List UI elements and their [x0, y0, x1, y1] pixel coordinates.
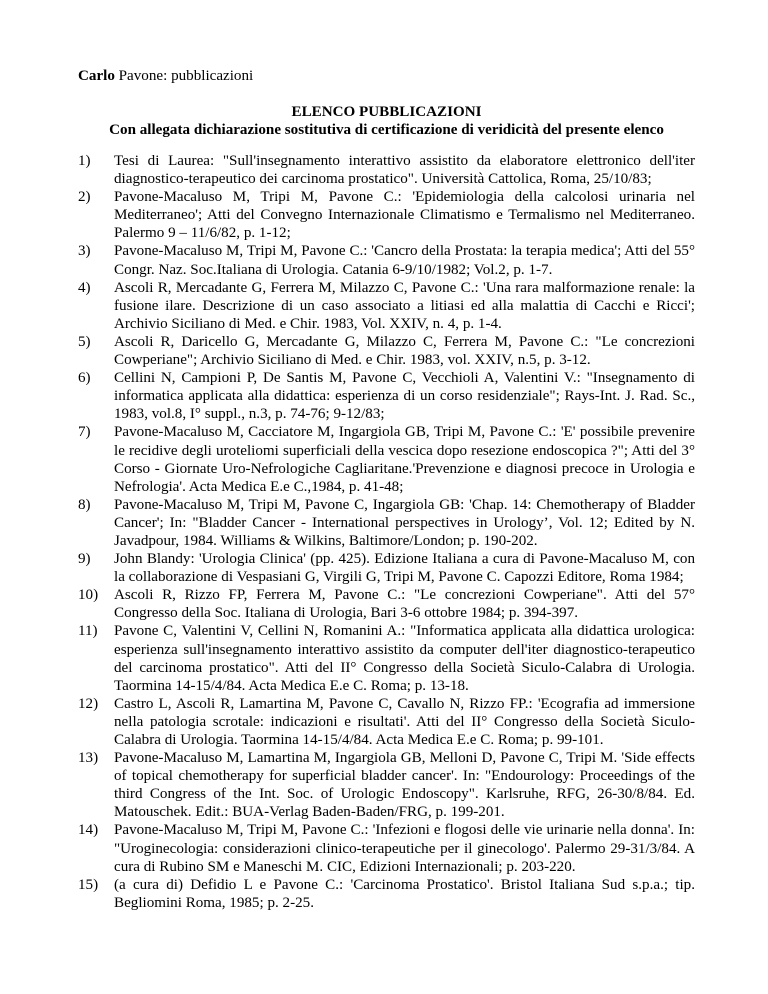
- publication-text: Pavone-Macaluso M, Tripi M, Pavone C.: 'Infezioni e flogosi delle vie urinarie nella donna'. In: "Uroginecologia: considerazioni clinico-terapeutiche per il ginecologo'. Palermo 29-31/3/84. A cura di Rubino SM e Maneschi M. CIC, Edizioni Internazionali; p. 203-220.: [114, 822, 695, 875]
- publication-number: 3): [78, 243, 91, 260]
- publication-item: [78, 496, 695, 550]
- publication-item: [78, 586, 695, 622]
- publication-text: Pavone-Macaluso M, Cacciatore M, Ingargiola GB, Tripi M, Pavone C.: 'E' possibile prevenire le recidive degli uroteliomi superficiali della vescica dopo resezione endoscopica ?"; Atti del 3° Corso - Giornate Uro-Nefrologiche Cagliaritane.'Prevenzione e diagnosi precoce in Urologia e Nefrologia'. Acta Medica E.e C.,1984, p. 41-48;: [114, 424, 695, 495]
- publication-number: 10): [78, 587, 99, 604]
- publication-item: [78, 188, 695, 242]
- publication-item: [78, 242, 695, 278]
- publication-text: John Blandy: 'Urologia Clinica' (pp. 425). Edizione Italiana a cura di Pavone-Macaluso M, con la collaborazione di Vespasiani G, Virgili G, Tripi M, Pavone C. Capozzi Editore, Roma 1984;: [114, 551, 695, 586]
- author-first-name: Carlo: [78, 68, 115, 84]
- header-rest: Pavone: pubblicazioni: [114, 68, 254, 84]
- publication-text: Ascoli R, Daricello G, Mercadante G, Milazzo C, Ferrera M, Pavone C.: "Le concrezioni Cowperiane"; Archivio Siciliano di Med. e Chir. 1983, vol. XXIV, n.5, p. 3-12.: [114, 333, 695, 369]
- document-header: [78, 67, 253, 85]
- publication-item: [78, 423, 695, 495]
- publication-item: [78, 279, 695, 333]
- publication-text: Castro L, Ascoli R, Lamartina M, Pavone C, Cavallo N, Rizzo FP.: 'Ecografia ad immersione nella patologia scrotale: indicazioni e risultati'. Atti del II° Congresso della Società Siculo-Calabra di Urologia. Taormina 14-15/4/84. Acta Medica E.e C. Roma; p. 99-101.: [114, 695, 695, 748]
- publication-item: [78, 550, 695, 586]
- publication-number: 7): [78, 424, 91, 441]
- publication-number: 12): [78, 695, 99, 712]
- publication-number: 5): [78, 333, 91, 350]
- publication-number: 9): [78, 551, 91, 568]
- publication-number: 2): [78, 189, 91, 206]
- publication-item: [78, 369, 695, 423]
- publication-text: Tesi di Laurea: "Sull'insegnamento interattivo assistito da elaboratore elettronico dell'iter diagnostico-terapeutico dei carcinoma prostatico". Università Cattolica, Roma, 25/10/83;: [114, 153, 695, 188]
- publication-number: 4): [78, 279, 91, 296]
- document-subtitle: Con allegata dichiarazione sostitutiva di certificazione di veridicità del presente elenco: [109, 122, 664, 139]
- publication-number: 1): [78, 153, 91, 169]
- publication-item: [78, 821, 695, 875]
- publication-text: Ascoli R, Rizzo FP, Ferrera M, Pavone C.: "Le concrezioni Cowperiane". Atti del 57° Congresso della Soc. Italiana di Urologia, Bari 3-6 ottobre 1984; p. 394-397.: [114, 587, 695, 622]
- publication-text: Pavone-Macaluso M, Lamartina M, Ingargiola GB, Melloni D, Pavone C, Tripi M. 'Side effects of topical chemotherapy for superficial bladder cancer'. In: "Endourology: Proceedings of the third Congress of the Int. Soc. of Urologic Endoscopy". Karlsruhe, RFG, 26-30/8/84. Ed. Matouschek. Edit.: BUA-Verlag Baden-Baden/FRG, p. 199-201.: [114, 750, 695, 821]
- publication-text: (a cura di) Defidio L e Pavone C.: 'Carcinoma Prostatico'. Bristol Italiana Sud s.p.a.; tip. Begliomini Roma, 1985; p. 2-25.: [114, 876, 695, 911]
- publication-item: [78, 695, 695, 749]
- publication-item: [78, 749, 695, 821]
- publication-number: 13): [78, 750, 99, 767]
- publication-text: Pavone-Macaluso M, Tripi M, Pavone C, Ingargiola GB: 'Chap. 14: Chemotherapy of Bladder Cancer'; In: "Bladder Cancer - International perspectives in Urology’, Vol. 12; Edited by N. Javadpour, 1984. Williams & Wilkins, Baltimore/London; p. 190-202.: [114, 496, 695, 549]
- publication-list: [78, 152, 695, 912]
- title-block: [78, 103, 695, 139]
- publication-text: Pavone C, Valentini V, Cellini N, Romanini A.: "Informatica applicata alla didattica urologica: esperienza sull'insegnamento interattivo assistito da computer dell'iter diagnostico-terapeutico del carcinoma prostatico". Atti del II° Congresso della Società Siculo-Calabra di Urologia. Taormina 14-15/4/84. Acta Medica E.e C. Roma; p. 13-18.: [114, 623, 695, 694]
- publication-item: [78, 333, 695, 369]
- publication-number: 15): [78, 876, 99, 893]
- publication-number: 14): [78, 822, 99, 839]
- document-title: ELENCO PUBBLICAZIONI: [291, 104, 482, 120]
- publication-text: Ascoli R, Mercadante G, Ferrera M, Milazzo C, Pavone C.: 'Una rara malformazione renale: la fusione ilare. Descrizione di un caso associato a litiasi ed alla malattia di Cacchi e Ricci'; Archivio Siciliano di Med. e Chir. 1983, Vol. XXIV, n. 4, p. 1-4.: [114, 279, 695, 332]
- publication-item: [78, 152, 695, 188]
- publication-text: Pavone-Macaluso M, Tripi M, Pavone C.: 'Epidemiologia della calcolosi urinaria nel Mediterraneo'; Atti del Convegno Internazionale Climatismo e Termalismo nel Mediterraneo. Palermo 9 – 11/6/82, p. 1-12;: [114, 189, 695, 242]
- publication-text: Pavone-Macaluso M, Tripi M, Pavone C.: 'Cancro della Prostata: la terapia medica'; Atti del 55° Congr. Naz. Soc.Italiana di Urologia. Catania 6-9/10/1982; Vol.2, p. 1-7.: [114, 243, 695, 278]
- publication-number: 6): [78, 370, 91, 387]
- publication-number: 11): [78, 623, 98, 640]
- publication-text: Cellini N, Campioni P, De Santis M, Pavone C, Vecchioli A, Valentini V.: "Insegnamento di informatica applicata alla didattica: esperienza di un corso residenziale"; Rays-Int. J. Rad. Sc., 1983, vol.8, I° suppl., n.3, p. 74-76; 9-12/83;: [114, 370, 695, 423]
- publication-item: [78, 622, 695, 694]
- publication-item: [78, 876, 695, 912]
- publication-number: 8): [78, 496, 91, 513]
